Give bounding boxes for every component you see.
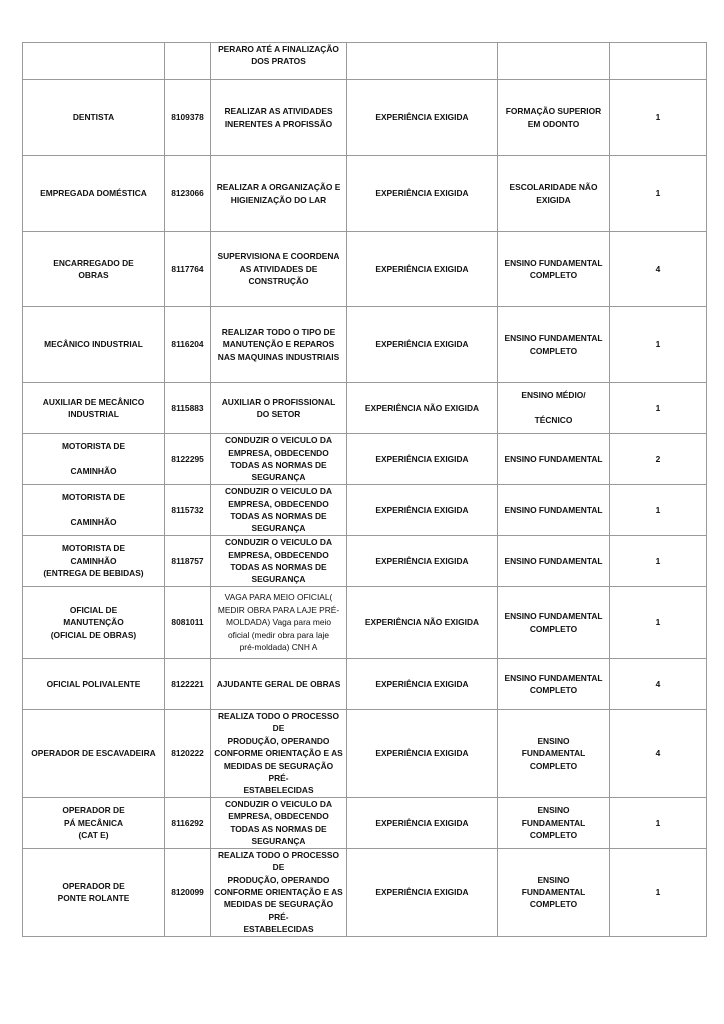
experience-cell: EXPERIÊNCIA EXIGIDA: [347, 232, 498, 307]
code-cell: 8081011: [165, 587, 211, 659]
vacancies-cell: 1: [610, 797, 707, 848]
code-cell: 8122221: [165, 659, 211, 710]
role-cell: OFICIAL DE MANUTENÇÃO (OFICIAL DE OBRAS): [23, 587, 165, 659]
job-vacancies-table: [22, 42, 707, 937]
table-row: [23, 156, 707, 232]
code-cell: 8122295: [165, 434, 211, 485]
education-cell: ENSINO FUNDAMENTAL COMPLETO: [498, 659, 610, 710]
table-row: [23, 710, 707, 798]
experience-cell: EXPERIÊNCIA EXIGIDA: [347, 659, 498, 710]
vacancies-cell: 2: [610, 434, 707, 485]
role-cell: OFICIAL POLIVALENTE: [23, 659, 165, 710]
description-cell: CONDUZIR O VEICULO DA EMPRESA, OBDECENDO TODAS AS NORMAS DE SEGURANÇA: [211, 536, 347, 587]
vacancies-cell: 1: [610, 156, 707, 232]
education-cell: ESCOLARIDADE NÃO EXIGIDA: [498, 156, 610, 232]
role-cell: OPERADOR DE PÁ MECÂNICA (CAT E): [23, 797, 165, 848]
description-cell: REALIZAR TODO O TIPO DE MANUTENÇÃO E REPAROS NAS MAQUINAS INDUSTRIAIS: [211, 307, 347, 383]
description-cell: REALIZAR AS ATIVIDADES INERENTES A PROFISSÃO: [211, 80, 347, 156]
education-cell: ENSINO FUNDAMENTAL COMPLETO: [498, 797, 610, 848]
code-cell: [165, 43, 211, 80]
role-cell: OPERADOR DE PONTE ROLANTE: [23, 848, 165, 936]
education-cell: ENSINO FUNDAMENTAL: [498, 434, 610, 485]
experience-cell: EXPERIÊNCIA EXIGIDA: [347, 485, 498, 536]
education-cell: ENSINO FUNDAMENTAL COMPLETO: [498, 710, 610, 798]
vacancies-cell: [610, 43, 707, 80]
table-row: [23, 587, 707, 659]
role-cell: [23, 43, 165, 80]
description-cell: PERARO ATÉ A FINALIZAÇÃO DOS PRATOS: [211, 43, 347, 80]
vacancies-cell: 1: [610, 848, 707, 936]
experience-cell: EXPERIÊNCIA EXIGIDA: [347, 710, 498, 798]
description-cell: SUPERVISIONA E COORDENA AS ATIVIDADES DE CONSTRUÇÃO: [211, 232, 347, 307]
table-row: [23, 232, 707, 307]
experience-cell: EXPERIÊNCIA NÃO EXIGIDA: [347, 383, 498, 434]
role-cell: OPERADOR DE ESCAVADEIRA: [23, 710, 165, 798]
description-cell: AUXILIAR O PROFISSIONAL DO SETOR: [211, 383, 347, 434]
code-cell: 8118757: [165, 536, 211, 587]
experience-cell: EXPERIÊNCIA EXIGIDA: [347, 848, 498, 936]
code-cell: 8115732: [165, 485, 211, 536]
education-cell: ENSINO FUNDAMENTAL: [498, 536, 610, 587]
vacancies-cell: 1: [610, 485, 707, 536]
role-cell: MOTORISTA DE CAMINHÃO (ENTREGA DE BEBIDAS): [23, 536, 165, 587]
vacancies-cell: 1: [610, 587, 707, 659]
education-cell: ENSINO FUNDAMENTAL COMPLETO: [498, 232, 610, 307]
description-cell: CONDUZIR O VEICULO DA EMPRESA, OBDECENDO TODAS AS NORMAS DE SEGURANÇA: [211, 797, 347, 848]
table-row: [23, 797, 707, 848]
role-cell: AUXILIAR DE MECÂNICO INDUSTRIAL: [23, 383, 165, 434]
description-cell: AJUDANTE GERAL DE OBRAS: [211, 659, 347, 710]
experience-cell: EXPERIÊNCIA EXIGIDA: [347, 797, 498, 848]
code-cell: 8109378: [165, 80, 211, 156]
table-row: [23, 434, 707, 485]
code-cell: 8123066: [165, 156, 211, 232]
education-cell: ENSINO MÉDIO/ TÉCNICO: [498, 383, 610, 434]
role-cell: MOTORISTA DE CAMINHÃO: [23, 434, 165, 485]
education-cell: ENSINO FUNDAMENTAL COMPLETO: [498, 307, 610, 383]
role-cell: DENTISTA: [23, 80, 165, 156]
description-cell: CONDUZIR O VEICULO DA EMPRESA, OBDECENDO TODAS AS NORMAS DE SEGURANÇA: [211, 485, 347, 536]
education-cell: ENSINO FUNDAMENTAL COMPLETO: [498, 587, 610, 659]
description-cell: REALIZA TODO O PROCESSO DE PRODUÇÃO, OPERANDO CONFORME ORIENTAÇÃO E AS MEDIDAS DE SEGURAÇÃO PRÉ- ESTABELECIDAS: [211, 710, 347, 798]
table-row: [23, 659, 707, 710]
vacancies-cell: 4: [610, 710, 707, 798]
vacancies-cell: 1: [610, 536, 707, 587]
experience-cell: EXPERIÊNCIA EXIGIDA: [347, 536, 498, 587]
table-row: [23, 383, 707, 434]
education-cell: FORMAÇÃO SUPERIOR EM ODONTO: [498, 80, 610, 156]
vacancies-cell: 4: [610, 232, 707, 307]
education-cell: ENSINO FUNDAMENTAL: [498, 485, 610, 536]
code-cell: 8120099: [165, 848, 211, 936]
education-cell: ENSINO FUNDAMENTAL COMPLETO: [498, 848, 610, 936]
experience-cell: [347, 43, 498, 80]
role-cell: ENCARREGADO DE OBRAS: [23, 232, 165, 307]
experience-cell: EXPERIÊNCIA EXIGIDA: [347, 307, 498, 383]
vacancies-cell: 1: [610, 307, 707, 383]
code-cell: 8115883: [165, 383, 211, 434]
role-cell: MECÂNICO INDUSTRIAL: [23, 307, 165, 383]
experience-cell: EXPERIÊNCIA EXIGIDA: [347, 80, 498, 156]
description-cell: REALIZA TODO O PROCESSO DE PRODUÇÃO, OPERANDO CONFORME ORIENTAÇÃO E AS MEDIDAS DE SEGURAÇÃO PRÉ- ESTABELECIDAS: [211, 848, 347, 936]
table-row: [23, 80, 707, 156]
table-row: [23, 848, 707, 936]
experience-cell: EXPERIÊNCIA EXIGIDA: [347, 156, 498, 232]
code-cell: 8116204: [165, 307, 211, 383]
vacancies-cell: 4: [610, 659, 707, 710]
job-vacancies-body: [23, 43, 707, 937]
table-row: [23, 307, 707, 383]
vacancies-cell: 1: [610, 383, 707, 434]
code-cell: 8120222: [165, 710, 211, 798]
description-cell: CONDUZIR O VEICULO DA EMPRESA, OBDECENDO TODAS AS NORMAS DE SEGURANÇA: [211, 434, 347, 485]
education-cell: [498, 43, 610, 80]
vacancies-cell: 1: [610, 80, 707, 156]
role-cell: MOTORISTA DE CAMINHÃO: [23, 485, 165, 536]
experience-cell: EXPERIÊNCIA EXIGIDA: [347, 434, 498, 485]
experience-cell: EXPERIÊNCIA NÃO EXIGIDA: [347, 587, 498, 659]
description-cell: VAGA PARA MEIO OFICIAL( MEDIR OBRA PARA LAJE PRÉ- MOLDADA) Vaga para meio oficial (medir obra para laje pré-moldada) CNH A: [211, 587, 347, 659]
table-row: [23, 43, 707, 80]
table-row: [23, 536, 707, 587]
code-cell: 8116292: [165, 797, 211, 848]
description-cell: REALIZAR A ORGANIZAÇÃO E HIGIENIZAÇÃO DO LAR: [211, 156, 347, 232]
code-cell: 8117764: [165, 232, 211, 307]
table-row: [23, 485, 707, 536]
role-cell: EMPREGADA DOMÉSTICA: [23, 156, 165, 232]
